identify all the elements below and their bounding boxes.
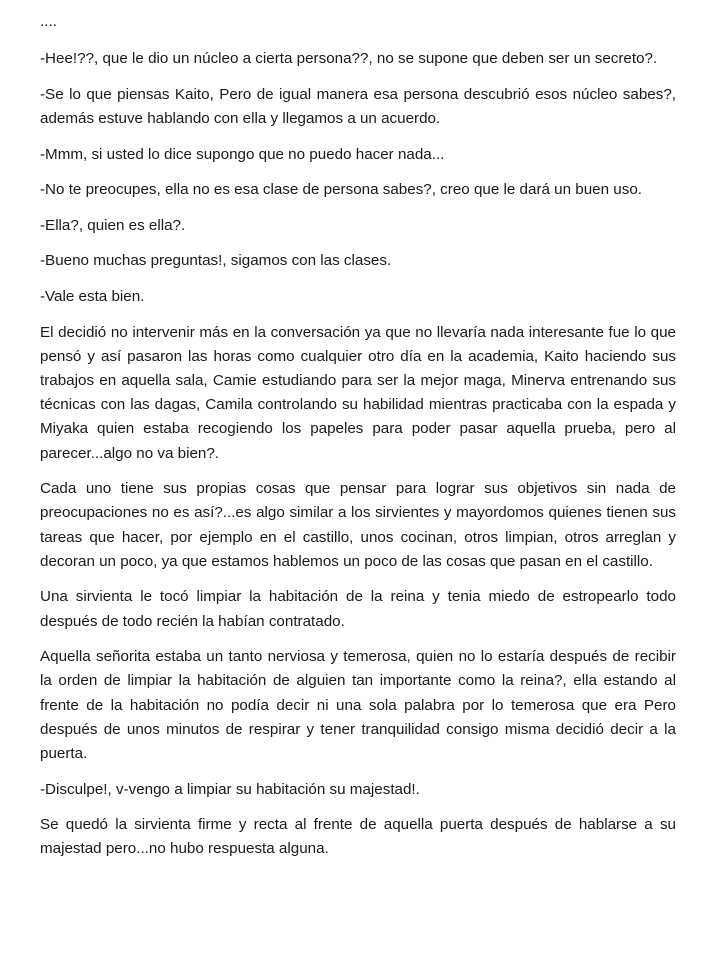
paragraph: Cada uno tiene sus propias cosas que pensar para lograr sus objetivos sin nada de preocupaciones no es así?...es algo similar a los sirvientes y mayordomos quienes tienen sus tareas que hacer, por ejemplo en el castillo, unos cocinan, otros limpian, otros arreglan y decoran un poco, ya que estamos hablemos un poco de las cosas que pasan en el castillo. (40, 480, 676, 570)
paragraph: Se quedó la sirvienta firme y recta al frente de aquella puerta después de hablarse a su majestad pero...no hubo respuesta alguna. (40, 816, 676, 858)
paragraph: -No te preocupes, ella no es esa clase de persona sabes?, creo que le dará un buen uso. (40, 181, 642, 199)
paragraph: -Hee!??, que le dio un núcleo a cierta persona??, no se supone que deben ser un secreto?. (40, 50, 658, 68)
paragraph-ellipsis: .... (40, 13, 57, 30)
paragraph: -Disculpe!, v-vengo a limpiar su habitación su majestad!. (40, 780, 420, 798)
document-page (40, 10, 676, 873)
paragraph: -Ella?, quien es ella?. (40, 216, 186, 234)
paragraph: -Bueno muchas preguntas!, sigamos con las clases. (40, 252, 392, 270)
paragraph: -Vale esta bien. (40, 287, 145, 305)
paragraph: El decidió no intervenir más en la conversación ya que no llevaría nada interesante fue lo que pensó y así pasaron las horas como cualquier otro día en la academia, Kaito haciendo sus trabajos en aquella sala, Camie estudiando para ser la mejor maga, Minerva entrenando sus técnicas con las dagas, Camila controlando su habilidad mientras practicaba con la espada y Miyaka quien estaba recogiendo los papeles para poder pasar aquella prueba, pero al parecer...algo no va bien?. (40, 323, 676, 462)
paragraph: Aquella señorita estaba un tanto nerviosa y temerosa, quien no lo estaría después de recibir la orden de limpiar la habitación de alguien tan importante como la reina?, ella estando al frente de la habitación no podía decir ni una sola palabra por lo temerosa que era Pero después de unos minutos de respirar y tener tranquilidad consigo misma decidió decir a la puerta. (40, 648, 676, 762)
paragraph: -Se lo que piensas Kaito, Pero de igual manera esa persona descubrió esos núcleo sabes?, además estuve hablando con ella y llegamos a un acuerdo. (40, 85, 676, 127)
paragraph: -Mmm, si usted lo dice supongo que no puedo hacer nada... (40, 145, 445, 163)
paragraph: Una sirvienta le tocó limpiar la habitación de la reina y tenia miedo de estropearlo todo después de todo recién la habían contratado. (40, 588, 676, 630)
